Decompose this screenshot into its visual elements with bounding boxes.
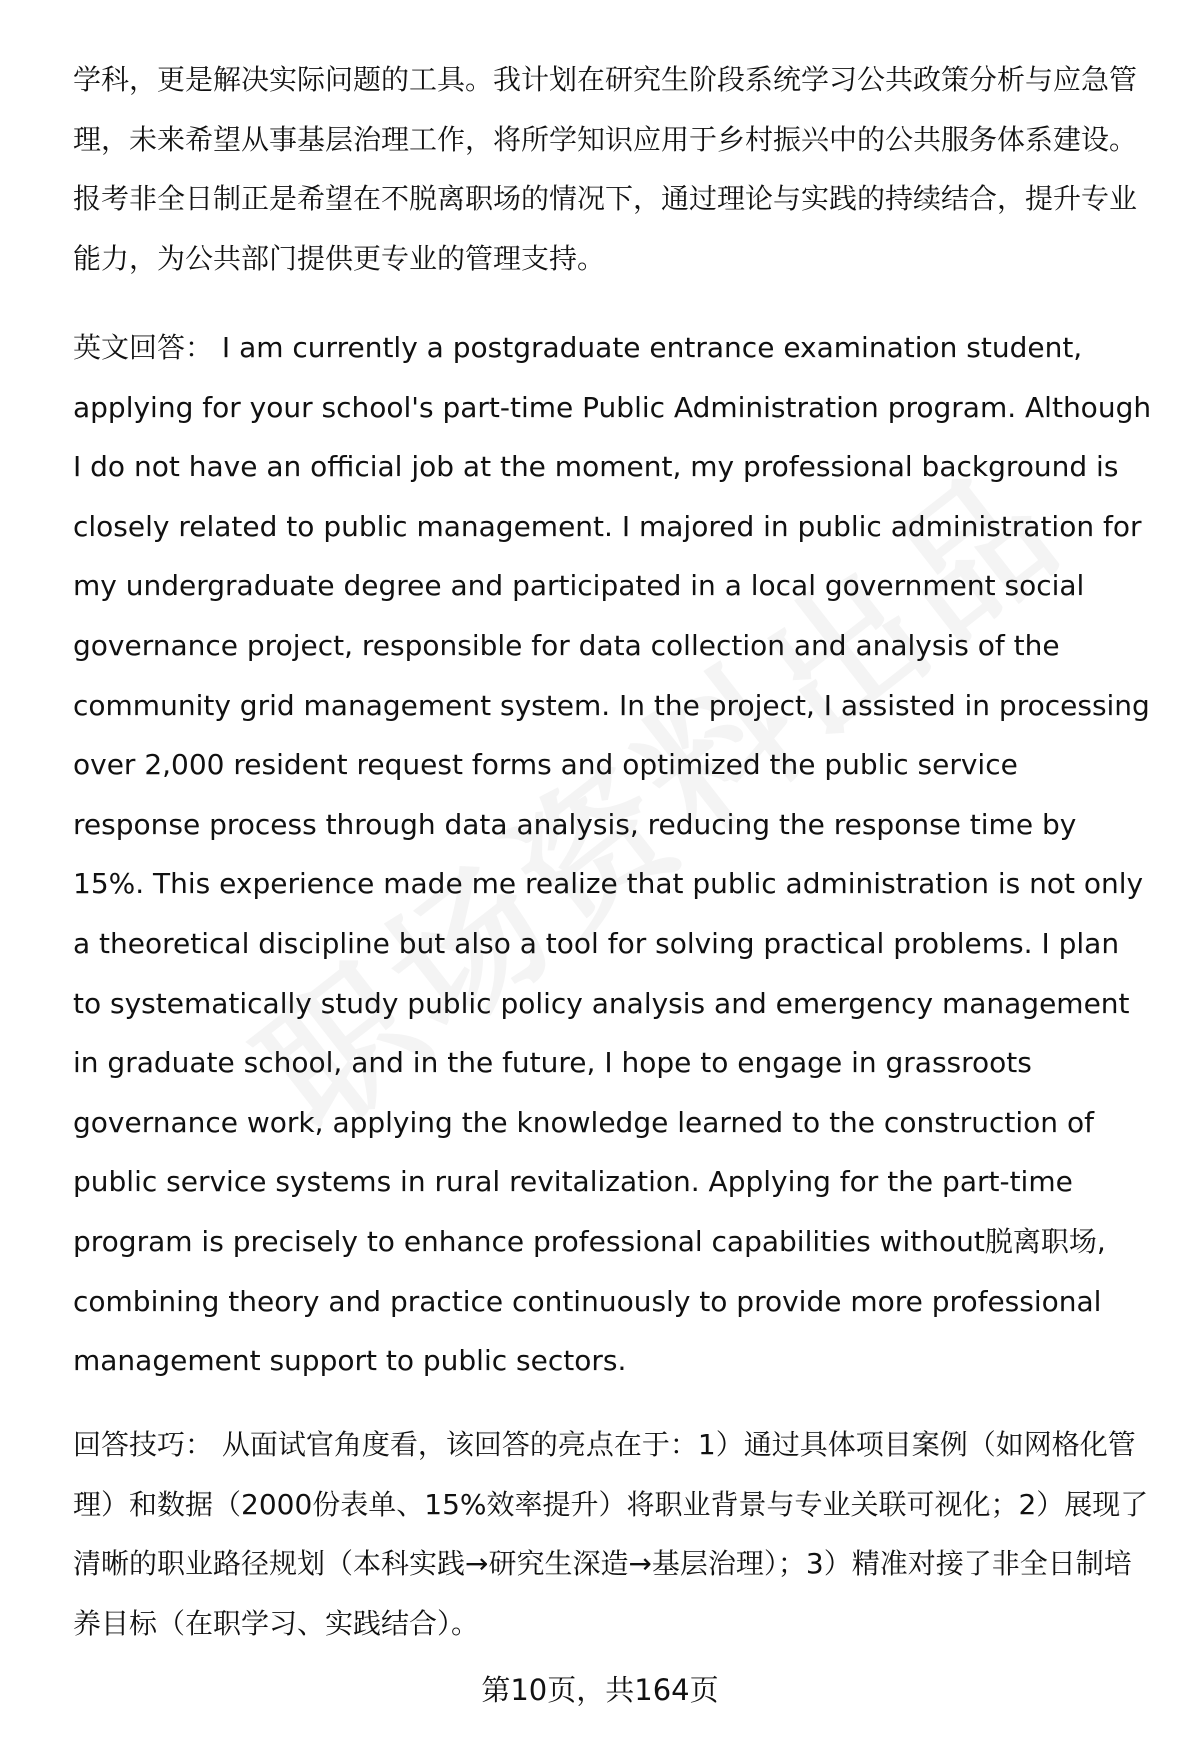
answer-tips-text: 从面试官角度看，该回答的亮点在于：1）通过具体项目案例（如网格化管理）和数据（2000份表单、15%效率提升）将职业背景与专业关联可视化；2）展现了清晰的职业路径规划（本科实践→研究生深造→基层治理）；3）精准对接了非全日制培养目标（在职学习、实践结合）。 xyxy=(73,1428,1149,1640)
answer-tips-paragraph xyxy=(73,1415,1153,1653)
page-number-footer: 第10页，共164页 xyxy=(481,1673,719,1707)
answer-tips-label: 回答技巧： xyxy=(73,1428,214,1461)
chinese-answer-continuation: 学科，更是解决实际问题的工具。我计划在研究生阶段系统学习公共政策分析与应急管理，未来希望从事基层治理工作，将所学知识应用于乡村振兴中的公共服务体系建设。报考非全日制正是希望在不脱离职场的情况下，通过理论与实践的持续结合，提升专业能力，为公共部门提供更专业的管理支持。 xyxy=(73,63,1138,275)
english-answer-text: I am currently a postgraduate entrance examination student, applying for your school's part-time Public Administration program. Although I do not have an official job at the moment, my professional background is closely related to public management. I majored in public administration for my undergraduate degree and participated in a local government social governance project, responsible for data collection and analysis of the community grid management system. In the project, I assisted in processing over 2,000 resident request forms and optimized the public service response process through data analysis, reducing the response time by 15%. This experience made me realize that public administration is not only a theoretical discipline but also a tool for solving practical problems. I plan to systematically study public policy analysis and emergency management in graduate school, and in the future, I hope to engage in grassroots governance work, applying the knowledge learned to the construction of public service systems in rural revitalization. Applying for the part-time program is precisely to enhance professional capabilities without脱离职场, combining theory and practice continuously to provide more professional management support to public sectors. xyxy=(73,331,1152,1378)
english-answer-label: 英文回答： xyxy=(73,331,214,364)
english-answer-paragraph xyxy=(73,318,1153,1391)
